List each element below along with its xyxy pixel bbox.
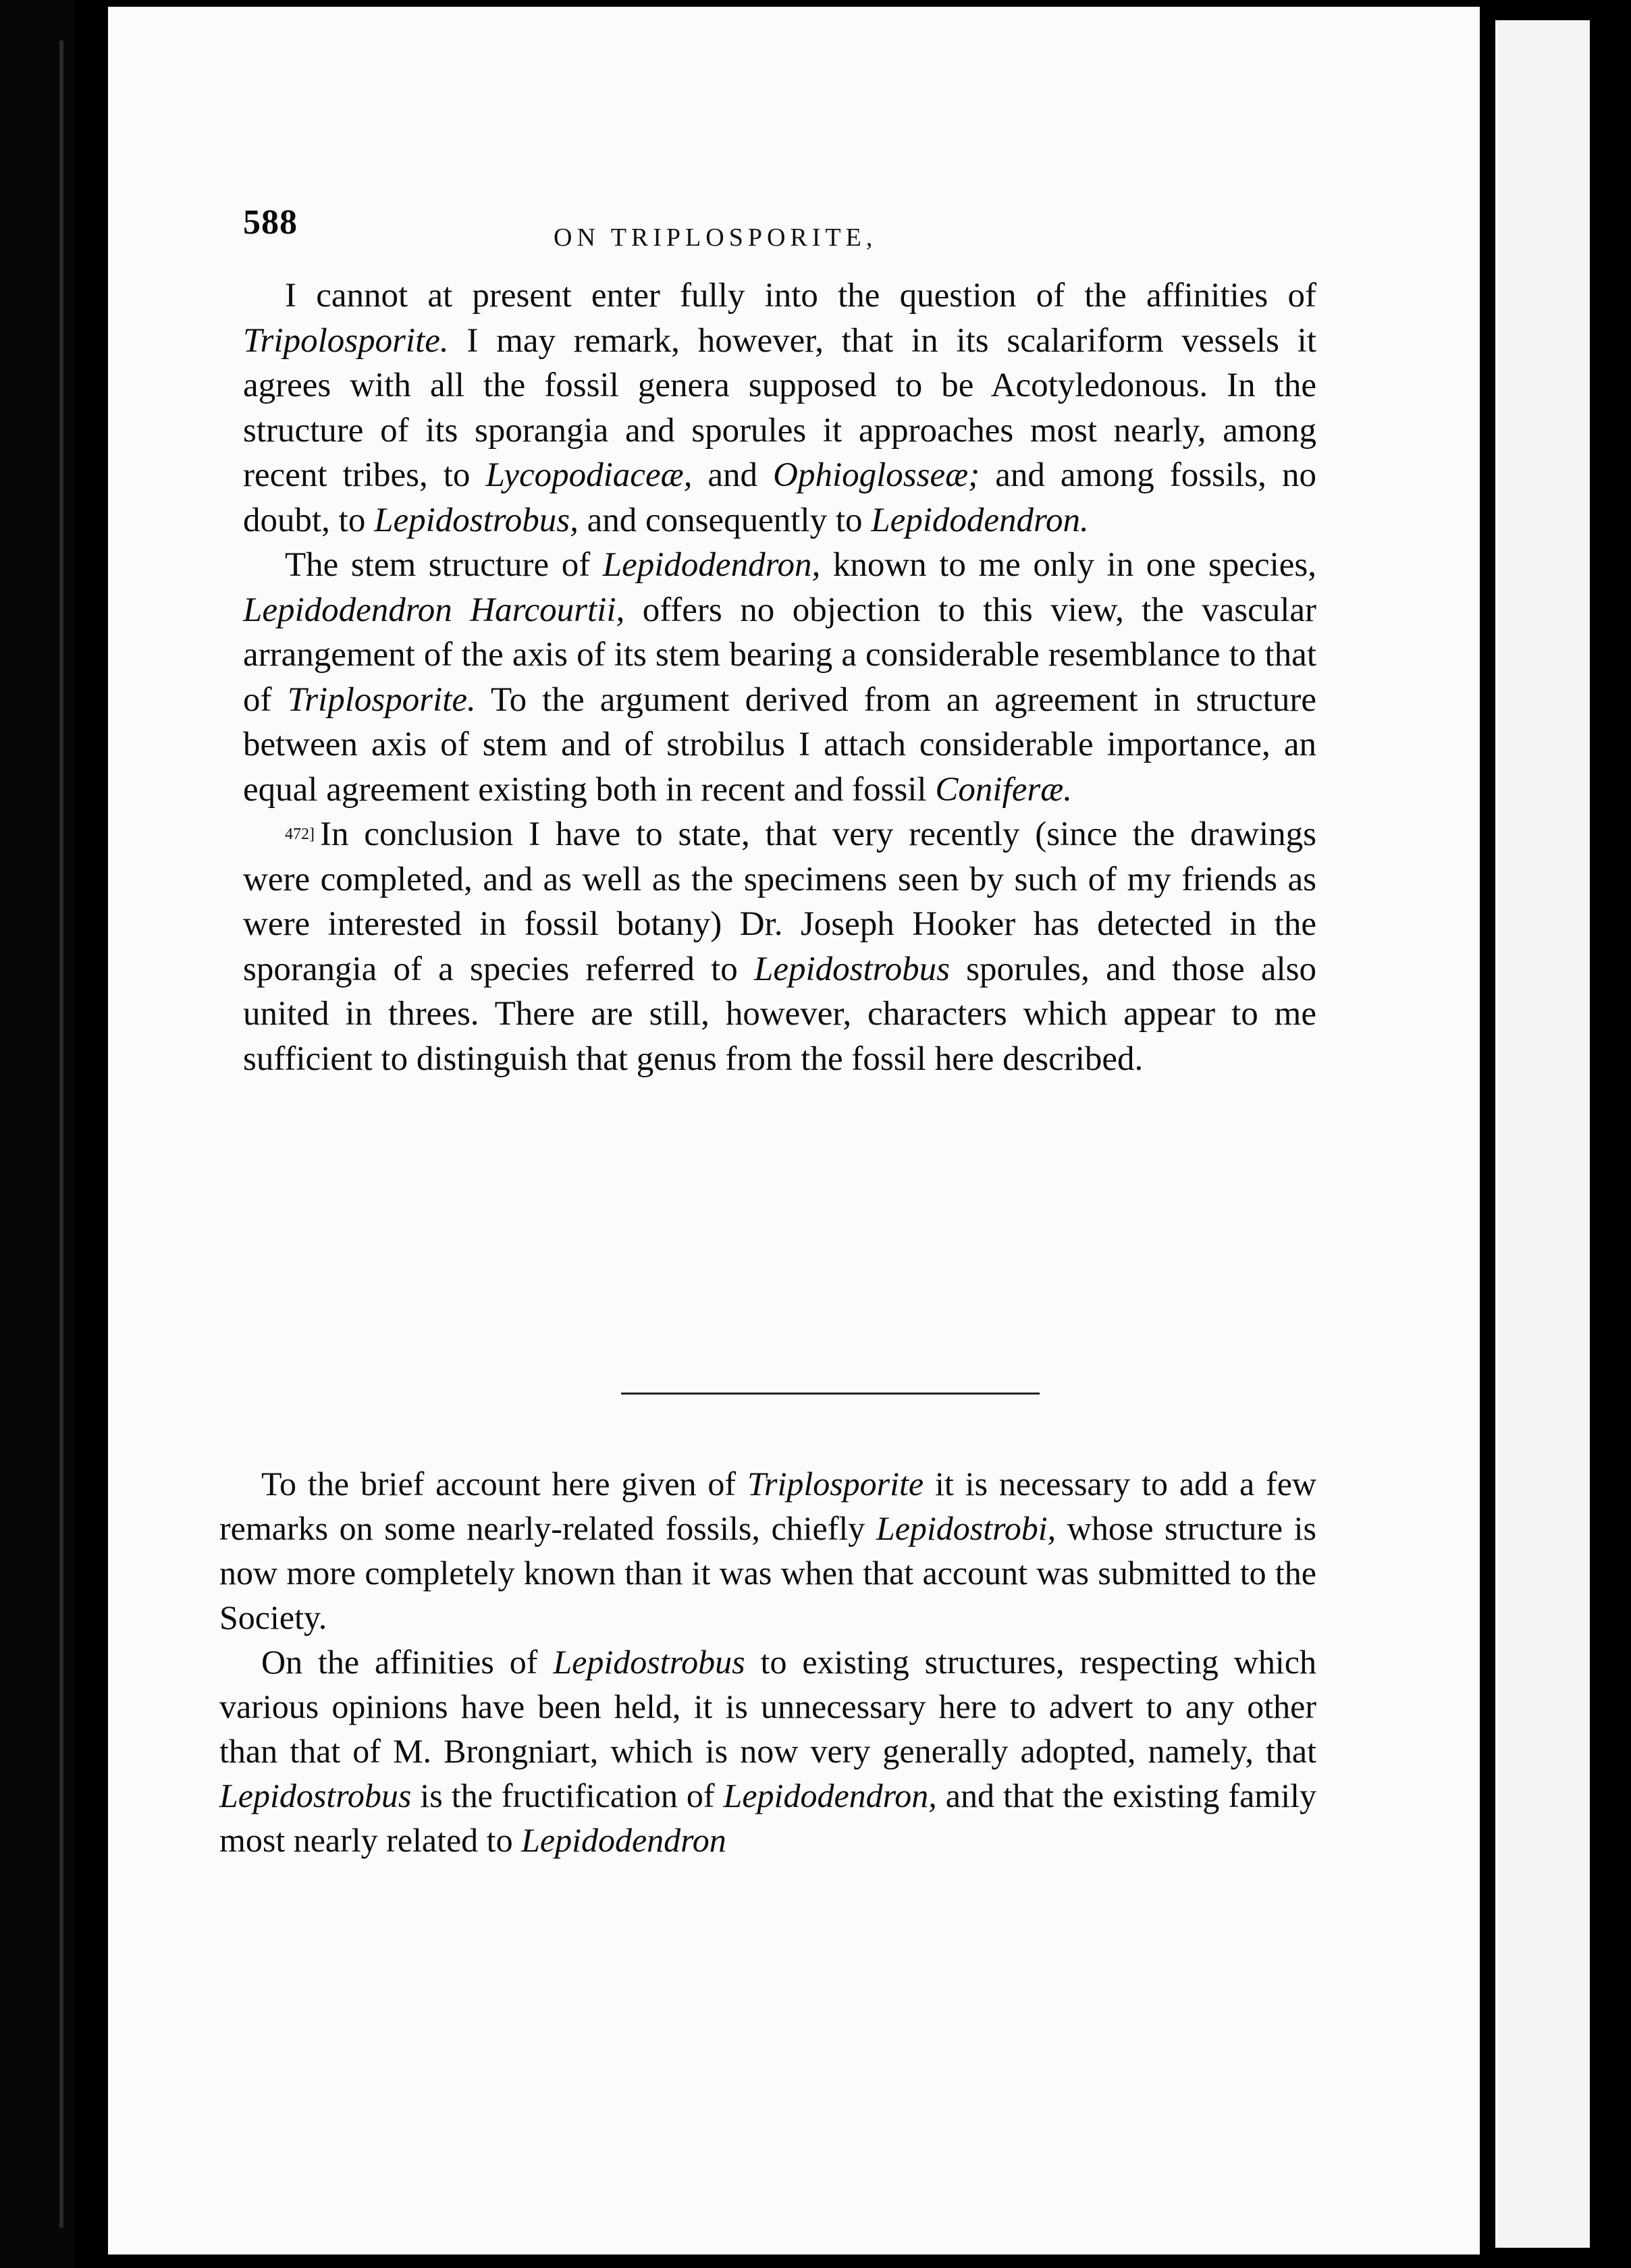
page-number: 588 — [243, 203, 298, 242]
italic-term: Lepidodendron. — [871, 501, 1089, 539]
text-run: To the brief account here given of — [261, 1465, 747, 1503]
italic-term: Triplosporite — [747, 1465, 924, 1503]
text-run: and that the existing family most nearly related to — [219, 1777, 1316, 1859]
italic-term: Tripolosporite. — [243, 321, 449, 360]
next-page-edge — [1495, 20, 1590, 2248]
text-section-1 — [243, 273, 1316, 1081]
text-run: To the argument derived from an agreement in structure between axis of stem and of strobilus I attach considerable importance, an equal agreement existing both in recent and fossil — [243, 680, 1316, 809]
text-run: I may remark, however, that in its scalariform vessels it agrees with all the fossil genera supposed to be Acotyledonous. In the structure of its sporangia and sporules it approaches most nearly, among recent tribes, to — [243, 321, 1316, 494]
italic-term: Ophioglosseæ; — [773, 456, 980, 494]
text-run: On the affinities of — [261, 1643, 554, 1681]
paragraph — [243, 543, 1316, 812]
text-run: is the fructification of — [411, 1777, 724, 1814]
text-run: I cannot at present enter fully into the question of the affinities of — [285, 277, 1316, 315]
text-run: to existing structures, respecting which various opinions have been held, it is unnecessary here to advert to any other than that of M. Brongniart, which is now very generally adopted, namely, that — [219, 1643, 1316, 1770]
text-run: and — [692, 456, 774, 494]
text-run: and consequently to — [578, 501, 872, 539]
paragraph — [243, 812, 1316, 1081]
paragraph — [243, 273, 1316, 543]
italic-term: Triplosporite. — [287, 680, 476, 719]
italic-term: Lepidostrobus, — [374, 501, 579, 539]
text-run: The stem structure of — [285, 546, 603, 584]
section-divider-rule — [621, 1393, 1040, 1395]
running-head: ON TRIPLOSPORITE, — [554, 223, 878, 252]
paragraph — [219, 1640, 1316, 1862]
text-run: it is necessary to add a few remarks on some nearly-related fossils, chiefly — [219, 1465, 1316, 1547]
italic-term: Coniferæ. — [935, 770, 1072, 809]
text-run: sporules, and those also united in threes. There are still, however, characters which appear to me sufficient to distinguish that genus from the fossil here described. — [243, 950, 1316, 1078]
text-run: offers no objection to this view, the vascular arrangement of the axis of its stem bearing a considerable resemblance to that of — [243, 591, 1316, 719]
text-run: whose structure is now more completely known than it was when that account was submitted to the Society. — [219, 1509, 1316, 1636]
italic-term: Lepidodendron, — [723, 1777, 937, 1814]
italic-term: Lepidostrobus — [219, 1777, 412, 1814]
italic-term: Lycopodiaceæ, — [485, 456, 693, 494]
paragraph — [219, 1461, 1316, 1640]
italic-term: Lepidodendron — [521, 1821, 726, 1859]
text-run: known to me only in one species, — [820, 546, 1316, 584]
italic-term: Lepidostrobus — [553, 1643, 745, 1681]
italic-term: Lepidostrobus — [753, 950, 950, 988]
text-run: In conclusion I have to state, that very recently (since the drawings were completed, and as well as the specimens seen by such of my friends as were interested in fossil botany) Dr. Joseph Hooker has detected in the sporangia of a species referred to — [243, 815, 1316, 988]
text-section-2 — [219, 1461, 1316, 1862]
italic-term: Lepidodendron Harcourtii, — [243, 591, 625, 629]
paragraph-marker: 472] — [285, 826, 315, 843]
page-header — [243, 196, 1316, 256]
italic-term: Lepidodendron, — [602, 546, 821, 584]
binding-gutter-line — [59, 40, 63, 2228]
text-run: and among fossils, no doubt, to — [243, 456, 1316, 539]
italic-term: Lepidostrobi, — [876, 1509, 1057, 1547]
